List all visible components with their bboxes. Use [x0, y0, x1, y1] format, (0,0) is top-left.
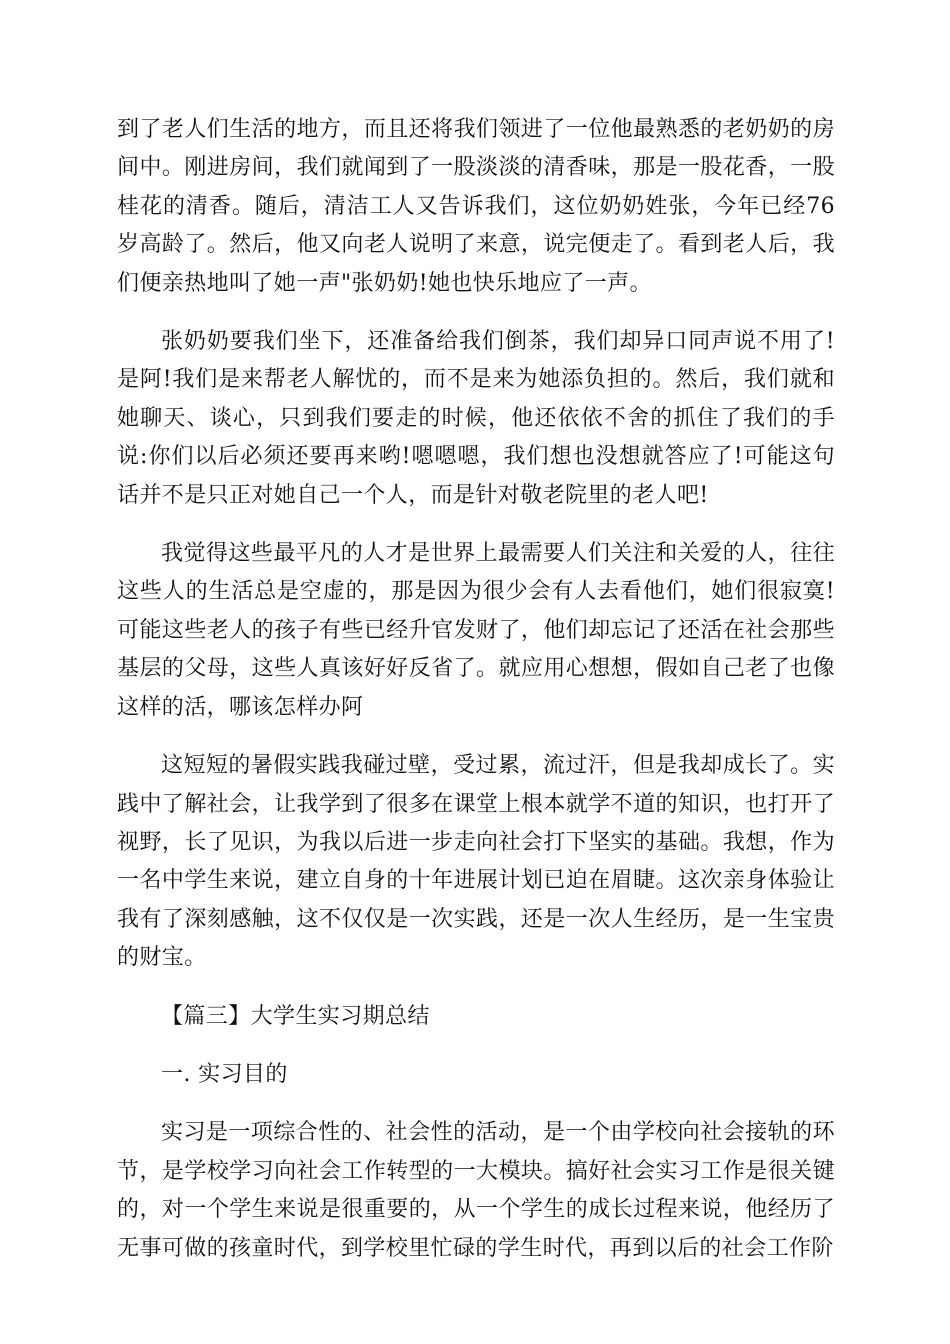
paragraph-5: 实习是一项综合性的、社会性的活动，是一个由学校向社会接轨的环节，是学校学习向社会工作转型的一大模块。搞好社会实习工作是很关键的，对一个学生来说是很重要的，从一个学生的成长过程来说，他经历了无事可做的孩童时代，到学校里忙碌的学生时代，再到以后的社会工作阶 [117, 1120, 835, 1261]
section-title: 【篇三】大学生实习期总结 [161, 1003, 430, 1029]
paragraph-4: 这短短的暑假实践我碰过壁，受过累，流过汗，但是我却成长了。实践中了解社会，让我学到了很多在课堂上根本就学不道的知识，也打开了视野，长了见识，为我以后进一步走向社会打下坚实的基础。我想，作为一名中学生来说，建立自身的十年进展计划已迫在眉睫。这次亲身体验让我有了深刻感触，这不仅仅是一次实践，还是一次人生经历，是一生宝贵的财宝。 [117, 753, 835, 971]
document-body [117, 111, 835, 1288]
paragraph-2: 张奶奶要我们坐下，还准备给我们倒茶，我们却异口同声说不用了!是阿!我们是来帮老人解忧的，而不是来为她添负担的。然后，我们就和她聊天、谈心，只到我们要走的时候，他还依依不舍的抓住了我们的手说:你们以后必须还要再来哟!嗯嗯嗯，我们想也没想就答应了!可能这句话并不是只正对她自己一个人，而是针对敬老院里的老人吧! [117, 329, 835, 508]
paragraph-3: 我觉得这些最平凡的人才是世界上最需要人们关注和关爱的人，往往这些人的生活总是空虚的，那是因为很少会有人去看他们，她们很寂寞!可能这些老人的孩子有些已经升官发财了，他们却忘记了还活在社会那些基层的父母，这些人真该好好反省了。就应用心想想，假如自己老了也像这样的活，哪该怎样办阿 [117, 541, 835, 720]
paragraph-1: 到了老人们生活的地方，而且还将我们领进了一位他最熟悉的老奶奶的房间中。刚进房间，我们就闻到了一股淡淡的清香味，那是一股花香，一股桂花的清香。随后，清洁工人又告诉我们，这位奶奶姓张，今年已经76岁高龄了。然后，他又向老人说明了来意，说完便走了。看到老人后，我们便亲热地叫了她一声"张奶奶!她也快乐地应了一声。 [117, 117, 835, 296]
subsection-title: 一. 实习目的 [161, 1061, 288, 1087]
